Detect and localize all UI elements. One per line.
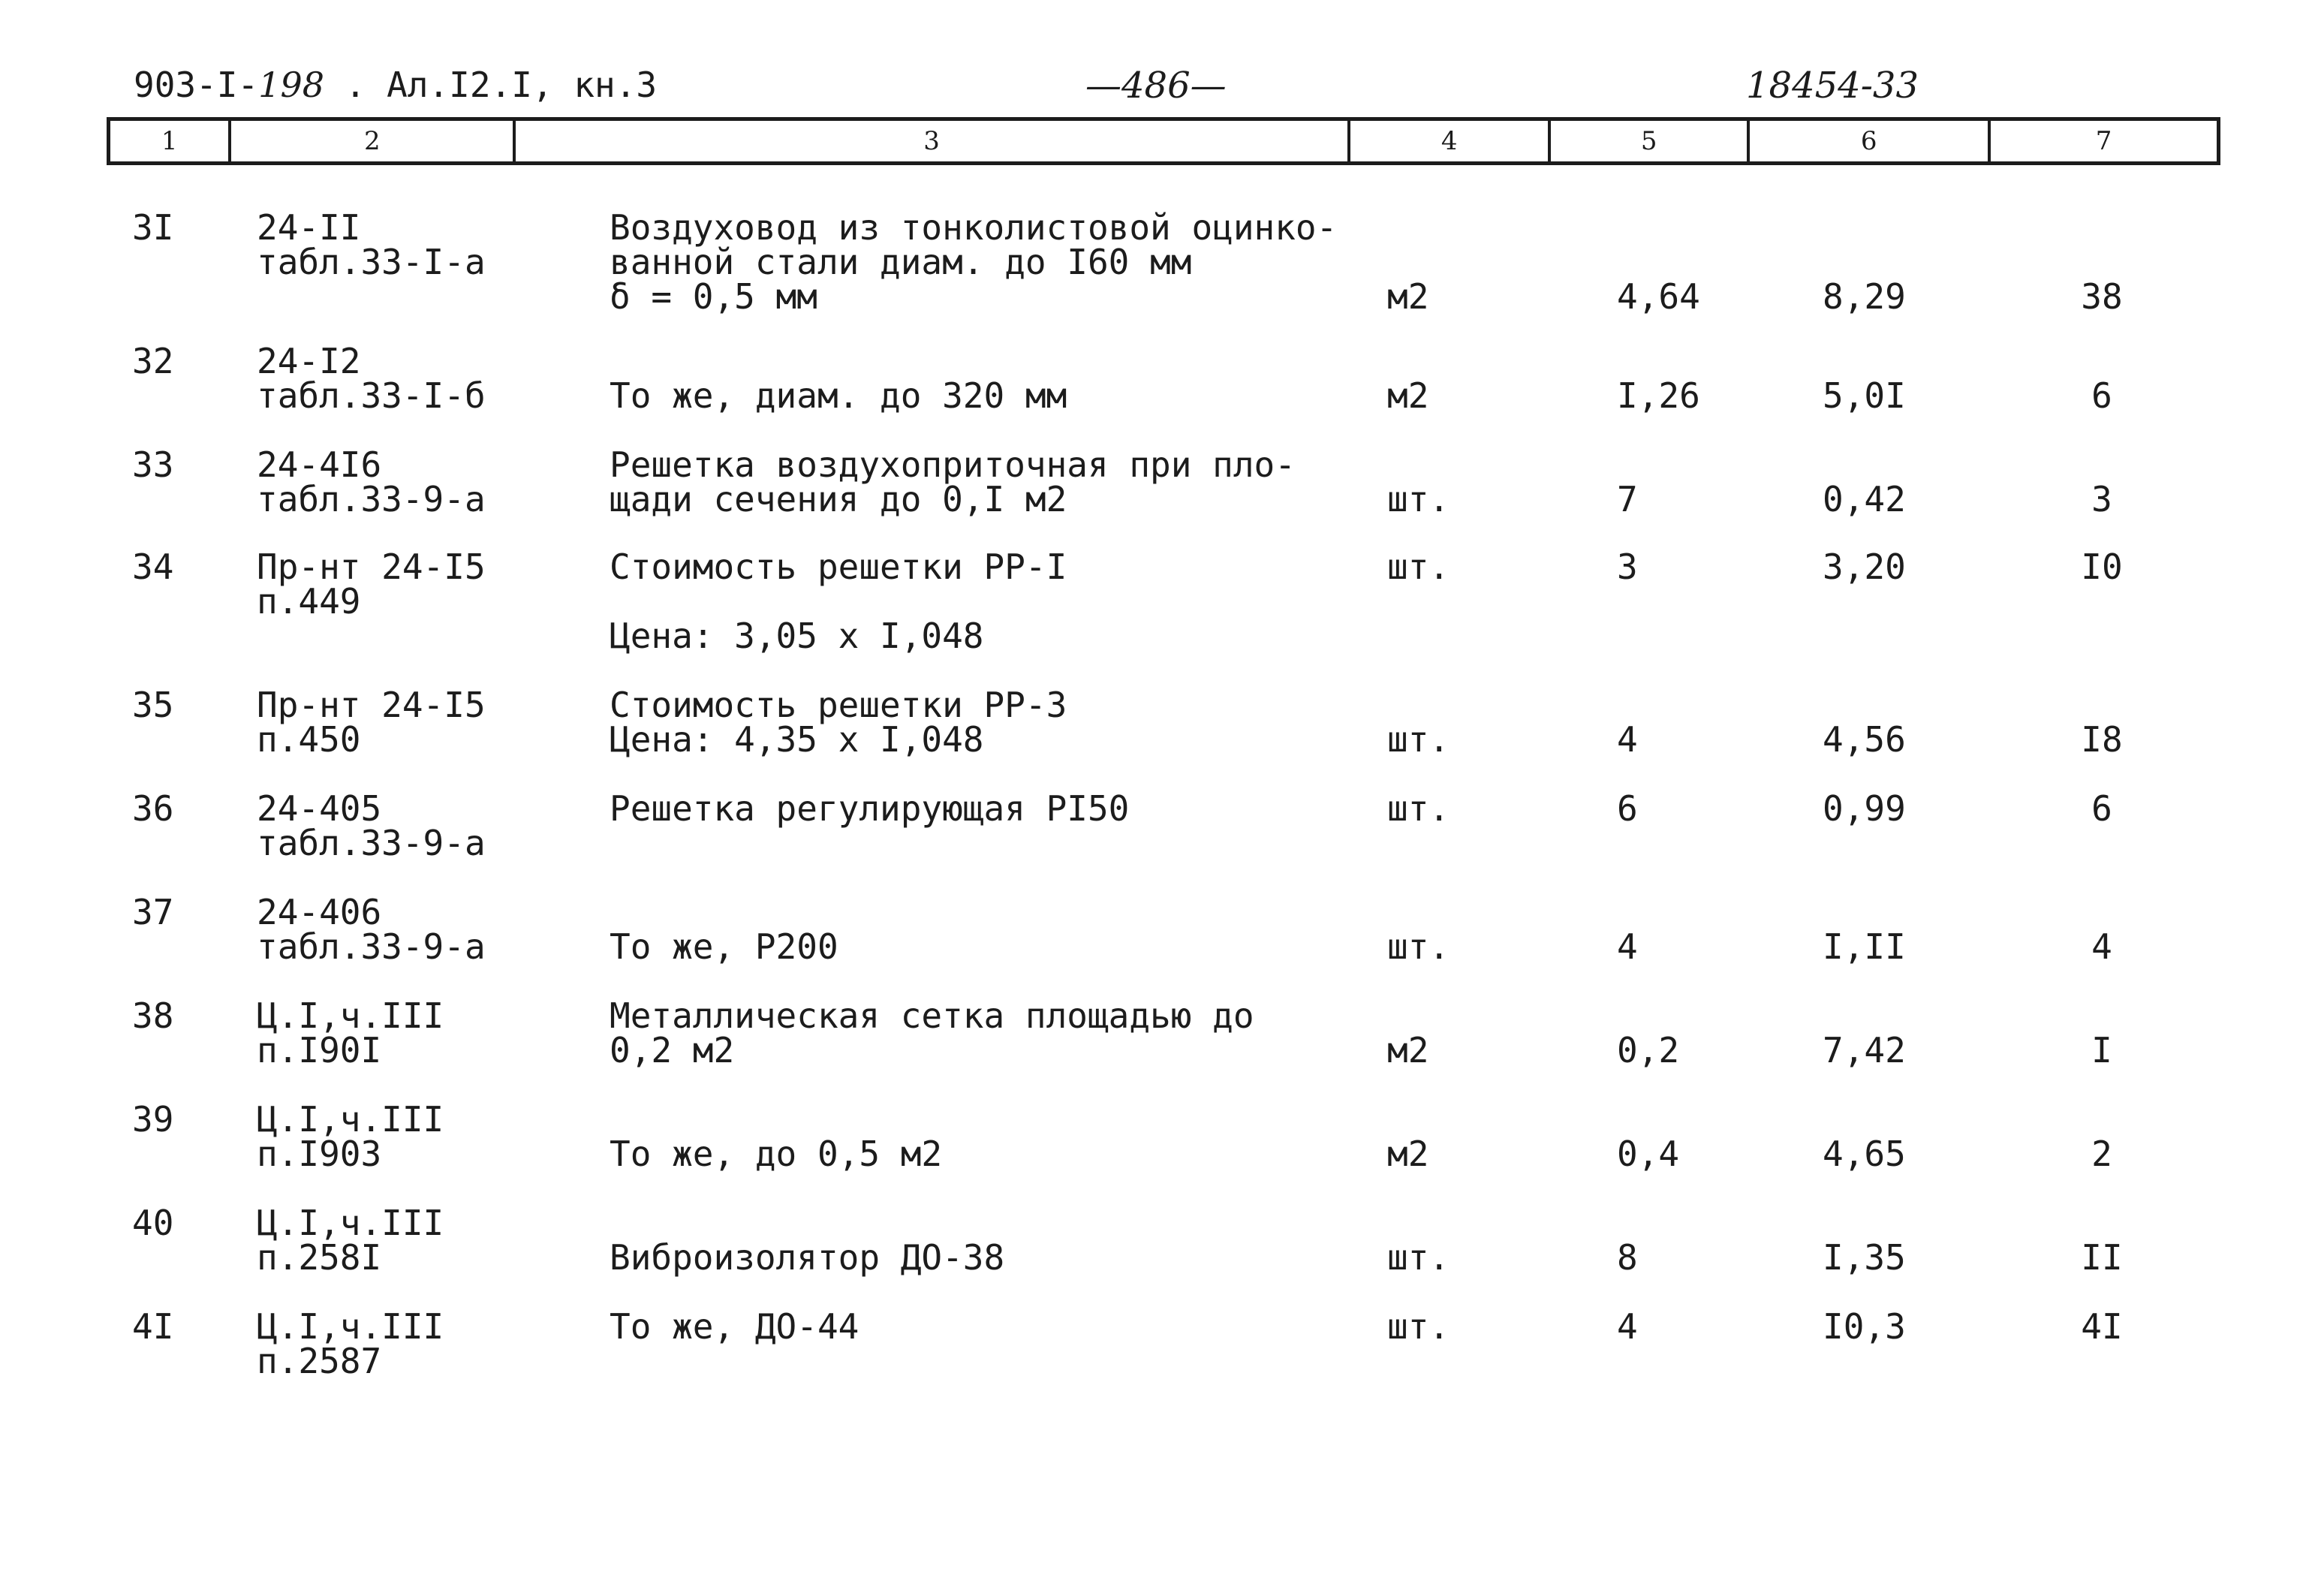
work-description-line: То же, диам. до 320 мм — [610, 375, 1067, 416]
work-description-line: 0,2 м2 — [610, 1030, 735, 1071]
total-cost: 4 — [2091, 926, 2112, 967]
quantity: 7 — [1617, 479, 1638, 519]
row-number: 35 — [132, 685, 174, 725]
work-description-line: То же, Р200 — [610, 926, 838, 967]
norm-code-line: 24-II — [257, 207, 361, 248]
column-header-5: 5 — [1551, 121, 1750, 161]
work-description-line: Металлическая сетка площадью до — [610, 995, 1254, 1036]
norm-code-line: 24-4I6 — [257, 444, 382, 485]
work-description-line: Цена: 3,05 х I,048 — [610, 616, 984, 656]
norm-code-line: п.258I — [257, 1237, 382, 1278]
total-cost: 4I — [2081, 1306, 2123, 1347]
quantity: 0,2 — [1617, 1030, 1680, 1071]
unit-price: 0,99 — [1823, 788, 1906, 829]
doc-code: 18454-33 — [1746, 65, 1919, 107]
quantity: 0,4 — [1617, 1134, 1680, 1174]
column-header-2: 2 — [231, 121, 516, 161]
document-designation — [134, 65, 657, 105]
row-number: 34 — [132, 547, 174, 587]
norm-code-line: 24-405 — [257, 788, 382, 829]
row-number: 40 — [132, 1203, 174, 1243]
unit-price: I,II — [1823, 926, 1906, 967]
column-header-row — [107, 117, 2220, 165]
unit: шт. — [1387, 719, 1450, 760]
column-header-7: 7 — [2095, 126, 2112, 156]
total-cost: 6 — [2091, 788, 2112, 829]
quantity: 6 — [1617, 788, 1638, 829]
row-number: 33 — [132, 444, 174, 485]
unit: шт. — [1387, 788, 1450, 829]
unit: м2 — [1387, 1030, 1429, 1071]
doc-prefix: 903-I- — [134, 65, 259, 105]
unit: шт. — [1387, 1237, 1450, 1278]
quantity: 8 — [1617, 1237, 1638, 1278]
doc-suffix: . Ал.I2.I, кн.3 — [324, 65, 658, 105]
work-description-line: Стоимость решетки РР-I — [610, 547, 1067, 587]
total-cost: 3 — [2091, 479, 2112, 519]
quantity: I,26 — [1617, 375, 1700, 416]
norm-code-line: п.2587 — [257, 1341, 382, 1381]
unit: шт. — [1387, 926, 1450, 967]
row-number: 36 — [132, 788, 174, 829]
work-description-line: То же, ДО-44 — [610, 1306, 859, 1347]
norm-code-line: п.I903 — [257, 1134, 382, 1174]
unit-price: I,35 — [1823, 1237, 1906, 1278]
row-number: 39 — [132, 1099, 174, 1140]
quantity: 4 — [1617, 926, 1638, 967]
norm-code-line: Ц.I,ч.III — [257, 1306, 444, 1347]
norm-code-line: Пр-нт 24-I5 — [257, 547, 486, 587]
work-description-line: Решетка воздухоприточная при пло- — [610, 444, 1296, 485]
work-description-line: Цена: 4,35 х I,048 — [610, 719, 984, 760]
unit-price: 3,20 — [1823, 547, 1906, 587]
doc-handwritten-number: 198 — [258, 65, 324, 105]
total-cost: II — [2081, 1237, 2123, 1278]
row-number: 38 — [132, 995, 174, 1036]
norm-code-line: Ц.I,ч.III — [257, 995, 444, 1036]
work-description-line: щади сечения до 0,I м2 — [610, 479, 1067, 519]
unit: м2 — [1387, 375, 1429, 416]
unit-price: 4,56 — [1823, 719, 1906, 760]
work-description-line: Воздуховод из тонколистовой оцинко- — [610, 207, 1338, 248]
unit-price: 0,42 — [1823, 479, 1906, 519]
work-description-line: То же, до 0,5 м2 — [610, 1134, 943, 1174]
norm-code-line: табл.33-9-а — [257, 479, 486, 519]
unit: шт. — [1387, 479, 1450, 519]
work-description-line: Решетка регулирующая РI50 — [610, 788, 1130, 829]
work-description-line: Стоимость решетки РР-3 — [610, 685, 1067, 725]
unit-price: 5,0I — [1823, 375, 1906, 416]
column-header-1: 1 — [110, 121, 231, 161]
column-header-6: 6 — [1750, 121, 1991, 161]
unit: шт. — [1387, 1306, 1450, 1347]
unit-price: 8,29 — [1823, 276, 1906, 317]
unit: м2 — [1387, 1134, 1429, 1174]
norm-code-line: 24-406 — [257, 892, 382, 932]
total-cost: 38 — [2081, 276, 2123, 317]
page-number: —486— — [1085, 65, 1227, 107]
work-description-line: Виброизолятор ДО-38 — [610, 1237, 1005, 1278]
column-header-3: 3 — [516, 121, 1350, 161]
norm-code-line: 24-I2 — [257, 341, 361, 381]
total-cost: I — [2091, 1030, 2112, 1071]
unit-price: I0,3 — [1823, 1306, 1906, 1347]
norm-code-line: п.450 — [257, 719, 361, 760]
total-cost: 2 — [2091, 1134, 2112, 1174]
norm-code-line: Ц.I,ч.III — [257, 1203, 444, 1243]
unit-price: 4,65 — [1823, 1134, 1906, 1174]
unit: м2 — [1387, 276, 1429, 317]
norm-code-line: табл.33-I-а — [257, 242, 486, 282]
quantity: 4 — [1617, 1306, 1638, 1347]
work-description-line: ванной стали диам. до I60 мм — [610, 242, 1192, 282]
norm-code-line: п.449 — [257, 581, 361, 622]
column-header-4: 4 — [1350, 121, 1551, 161]
total-cost: I0 — [2081, 547, 2123, 587]
row-number: 4I — [132, 1306, 174, 1347]
quantity: 4 — [1617, 719, 1638, 760]
norm-code-line: Пр-нт 24-I5 — [257, 685, 486, 725]
quantity: 4,64 — [1617, 276, 1700, 317]
row-number: 32 — [132, 341, 174, 381]
unit: шт. — [1387, 547, 1450, 587]
norm-code-line: Ц.I,ч.III — [257, 1099, 444, 1140]
norm-code-line: табл.33-9-а — [257, 823, 486, 863]
row-number: 37 — [132, 892, 174, 932]
work-description-line: δ = 0,5 мм — [610, 276, 817, 317]
quantity: 3 — [1617, 547, 1638, 587]
total-cost: I8 — [2081, 719, 2123, 760]
row-number: 3I — [132, 207, 174, 248]
norm-code-line: табл.33-9-а — [257, 926, 486, 967]
norm-code-line: п.I90I — [257, 1030, 382, 1071]
total-cost: 6 — [2091, 375, 2112, 416]
unit-price: 7,42 — [1823, 1030, 1906, 1071]
norm-code-line: табл.33-I-б — [257, 375, 486, 416]
